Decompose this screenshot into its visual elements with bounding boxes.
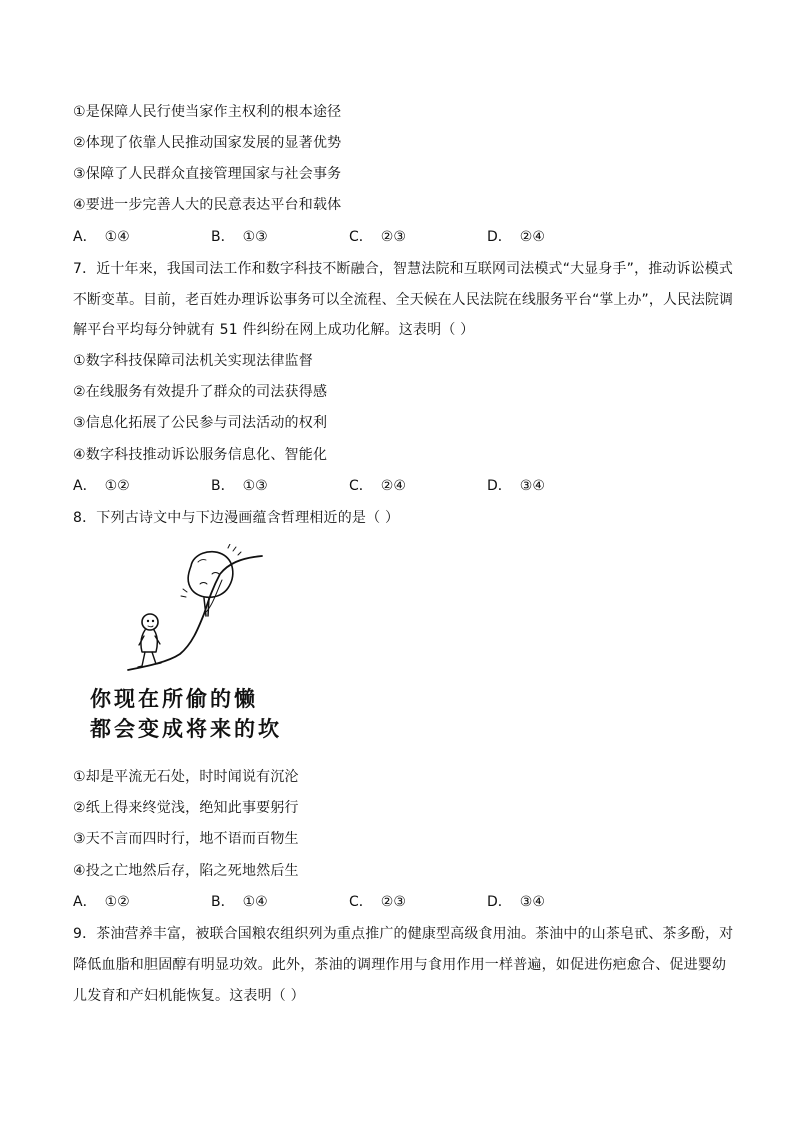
boulder-cartoon-illustration: [88, 544, 288, 744]
q6-option-b[interactable]: B． ①③: [211, 229, 268, 245]
q6-statement-4: ④要进一步完善人大的民意表达平台和载体: [73, 197, 342, 213]
q9-stem-line-1: 9．茶油营养丰富，被联合国粮农组织列为重点推广的健康型高级食用油。茶油中的山茶皂甙、茶多酚，对: [73, 926, 734, 942]
q8-statement-2: ②纸上得来终觉浅，绝知此事要躬行: [73, 800, 299, 816]
q7-option-a[interactable]: A． ①②: [73, 478, 130, 494]
q6-options: [73, 227, 733, 247]
q9-stem-line-3: 儿发育和产妇机能恢复。这表明（ ）: [73, 988, 305, 1004]
q7-option-d[interactable]: D． ③④: [487, 478, 545, 494]
q7-option-b[interactable]: B． ①③: [211, 478, 268, 494]
q8-options: [73, 892, 733, 912]
q9-stem-line-2: 降低血脂和胆固醇有明显功效。此外，茶油的调理作用与食用作用一样普遍，如促进伤疤愈合、促进婴幼: [73, 957, 727, 973]
q7-statement-4: ④数字科技推动诉讼服务信息化、智能化: [73, 447, 328, 463]
q6-option-c[interactable]: C． ②③: [349, 229, 406, 245]
q6-statement-1: ①是保障人民行使当家作主权利的根本途径: [73, 104, 342, 120]
q8-option-b[interactable]: B． ①④: [211, 894, 268, 910]
q8-option-c[interactable]: C． ②③: [349, 894, 406, 910]
q7-statement-3: ③信息化拓展了公民参与司法活动的权利: [73, 415, 328, 431]
cartoon-caption-line-1: 你现在所偷的懒: [90, 687, 258, 711]
q7-statement-1: ①数字科技保障司法机关实现法律监督: [73, 353, 313, 369]
q7-stem-line-3: 解平台平均每分钟就有 51 件纠纷在网上成功化解。这表明（ ）: [73, 322, 475, 338]
q6-option-a[interactable]: A． ①④: [73, 229, 130, 245]
q6-statement-2: ②体现了依靠人民推动国家发展的显著优势: [73, 135, 342, 151]
q7-stem-line-2: 不断变革。目前，老百姓办理诉讼事务可以全流程、全天候在人民法院在线服务平台“掌上办”，人民法院调: [73, 292, 734, 308]
q8-option-a[interactable]: A． ①②: [73, 894, 130, 910]
q7-option-c[interactable]: C． ②④: [349, 478, 406, 494]
q7-statement-2: ②在线服务有效提升了群众的司法获得感: [73, 384, 328, 400]
q8-statement-1: ①却是平流无石处，时时闻说有沉沦: [73, 769, 299, 785]
q8-option-d[interactable]: D． ③④: [487, 894, 545, 910]
q6-option-d[interactable]: D． ②④: [487, 229, 545, 245]
q7-stem-line-1: 7．近十年来，我国司法工作和数字科技不断融合，智慧法院和互联网司法模式“大显身手”，推动诉讼模式: [73, 261, 734, 277]
q6-statement-3: ③保障了人民群众直接管理国家与社会事务: [73, 166, 342, 182]
q7-options: [73, 476, 733, 496]
cartoon-caption-line-2: 都会变成将来的坎: [90, 717, 282, 741]
q8-statement-3: ③天不言而四时行，地不语而百物生: [73, 831, 299, 847]
q8-stem: 8．下列古诗文中与下边漫画蕴含哲理相近的是（ ）: [73, 510, 400, 526]
q8-statement-4: ④投之亡地然后存，陷之死地然后生: [73, 863, 299, 879]
